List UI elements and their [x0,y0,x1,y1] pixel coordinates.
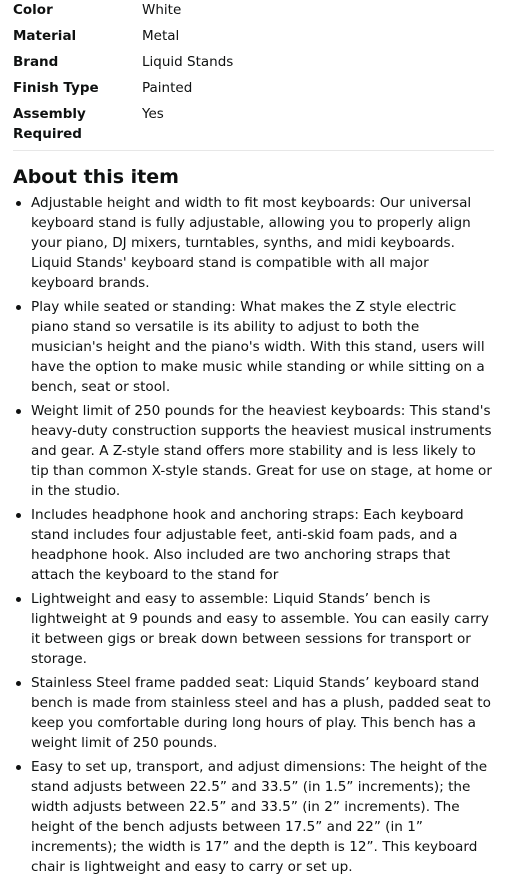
list-item [13,401,494,501]
list-item [13,505,494,585]
spec-label: Color [13,2,53,18]
list-item [13,297,494,397]
spec-row-brand [13,52,494,72]
bullet-dot-icon [16,305,21,310]
bullet-dot-icon [16,597,21,602]
bullet-text: Easy to set up, transport, and adjust dimensions: The height of the stand adjusts between 22.5” and 33.5” (in 1.5” increments); the width adjusts between 22.5” and 33.5” (in 2” increments). The height of the bench adjusts between 17.5” and 22” (in 1” increments); the width is 17” and the depth is 12”. This keyboard chair is lightweight and easy to carry or set up. [31,759,488,875]
spec-value: Metal [142,28,180,44]
spec-value: White [142,2,182,18]
about-this-item-heading: About this item [13,166,179,188]
bullet-dot-icon [16,513,21,518]
bullet-text: Lightweight and easy to assemble: Liquid Stands’ bench is lightweight at 9 pounds and easy to assemble. You can easily carry it between gigs or break down between sessions for transport or storage. [31,591,489,667]
spec-value: Liquid Stands [142,54,234,70]
bullet-dot-icon [16,681,21,686]
bullet-text: Weight limit of 250 pounds for the heaviest keyboards: This stand's heavy-duty construction supports the heaviest musical instruments and gear. A Z-style stand offers more stability and is less likely to tip than common X-style stands. Great for use on stage, at home or in the studio. [31,403,492,499]
list-item [13,193,494,293]
spec-label: Material [13,28,77,44]
spec-row-material [13,26,494,46]
bullet-dot-icon [16,409,21,414]
bullet-dot-icon [16,201,21,206]
spec-row-color [13,0,494,20]
about-bullet-list [13,193,494,877]
bullet-text: Stainless Steel frame padded seat: Liquid Stands’ keyboard stand bench is made from stainless steel and has a plush, padded seat to keep you comfortable during long hours of play. This bench has a weight limit of 250 pounds. [31,675,491,751]
spec-label: Finish Type [13,80,99,96]
bullet-text: Play while seated or standing: What makes the Z style electric piano stand so versatile is its ability to adjust to both the musician's height and the piano's width. With this stand, users will have the option to make music while standing or while sitting on a bench, seat or stool. [31,299,485,395]
bullet-dot-icon [16,765,21,770]
bullet-text: Adjustable height and width to fit most keyboards: Our universal keyboard stand is fully adjustable, allowing you to properly align your piano, DJ mixers, turntables, synths, and midi keyboards. Liquid Stands' keyboard stand is compatible with all major keyboard brands. [31,195,472,291]
spec-row-assembly-required [13,104,494,144]
spec-label: Assembly Required [13,106,86,142]
list-item [13,589,494,669]
spec-row-finish-type [13,78,494,98]
spec-value: Yes [142,106,164,122]
product-specs-table [13,0,494,144]
section-divider [13,150,494,151]
spec-value: Painted [142,80,193,96]
bullet-text: Includes headphone hook and anchoring straps: Each keyboard stand includes four adjustable feet, anti-skid foam pads, and a headphone hook. Also included are two anchoring straps that attach the keyboard to the stand for [31,507,464,583]
list-item [13,673,494,753]
list-item [13,757,494,877]
spec-label: Brand [13,54,59,70]
